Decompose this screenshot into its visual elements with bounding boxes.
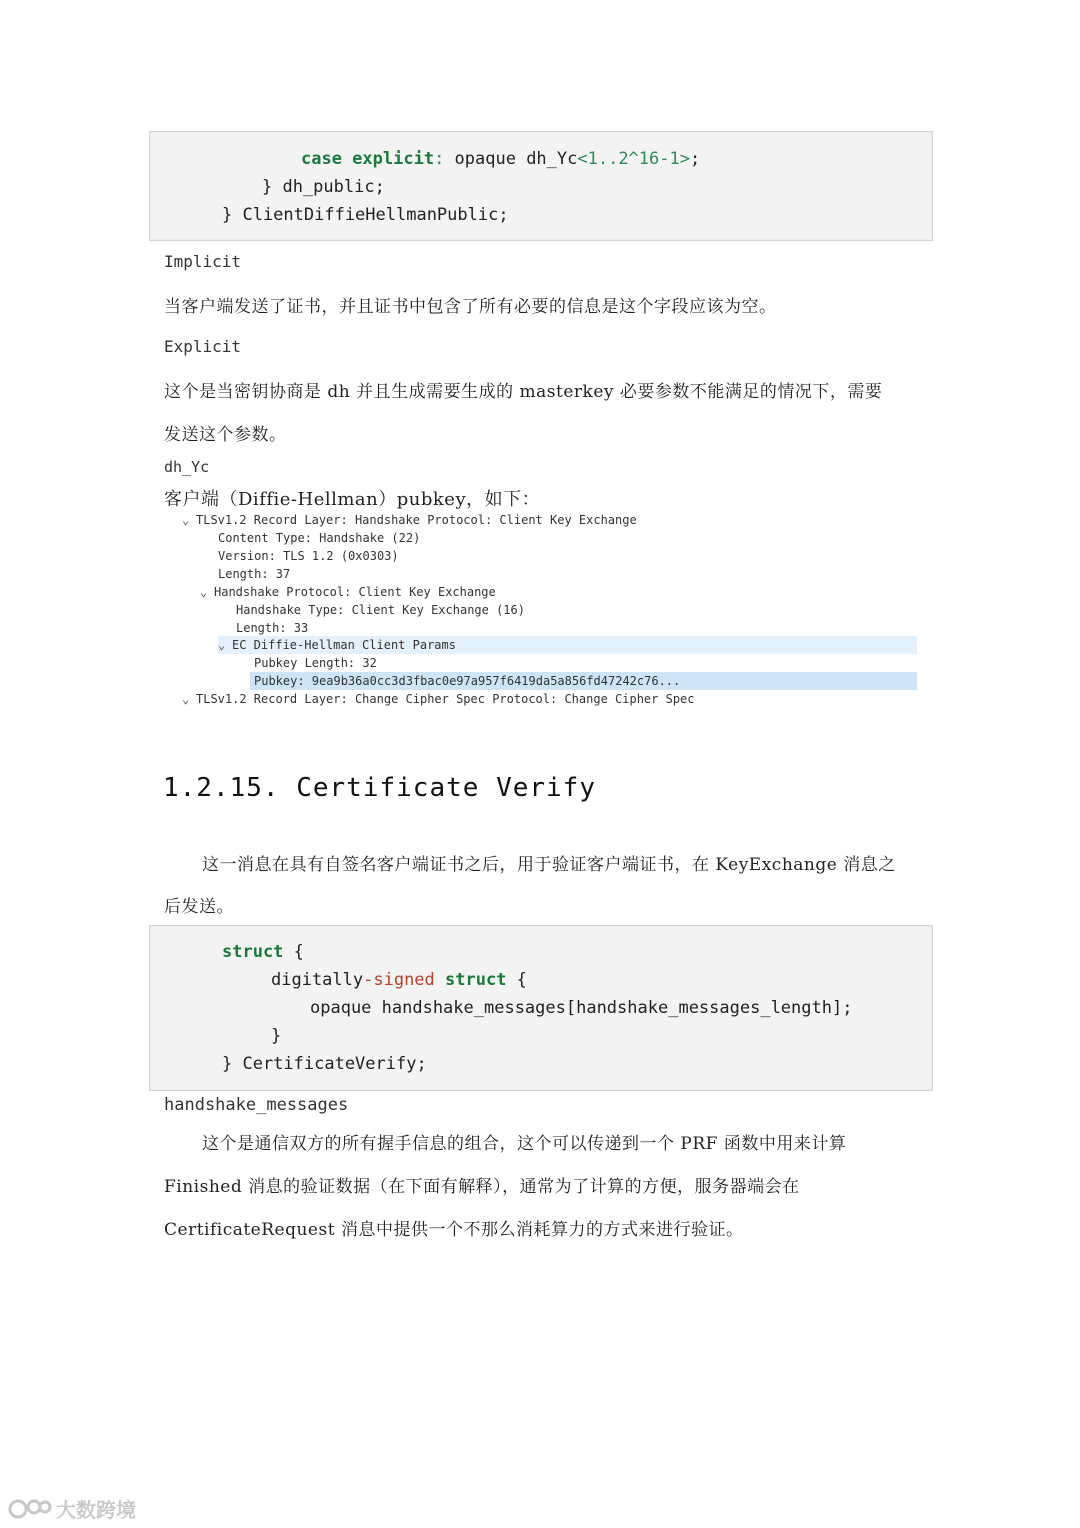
code-line: opaque handshake_messages[handshake_messages_length]; (310, 998, 853, 1018)
tree-row-length[interactable]: Length: 37 (218, 567, 291, 581)
hm-description-line2: Finished 消息的验证数据（在下面有解释），通常为了计算的方便，服务器端会在 (164, 1177, 800, 1197)
chevron-down-icon[interactable]: ⌄ (182, 513, 190, 527)
explicit-description-line1: 这个是当密钥协商是 dh 并且生成需要生成的 masterkey 必要参数不能满足的情况下，需要 (164, 382, 883, 402)
code-line: } CertificateVerify; (222, 1054, 427, 1074)
watermark (8, 1494, 136, 1523)
tree-row-pubkey-length[interactable]: Pubkey Length: 32 (254, 656, 377, 670)
tree-row-handshake-type[interactable]: Handshake Type: Client Key Exchange (16) (236, 603, 525, 617)
code-text: opaque dh_Yc (444, 149, 578, 169)
tree-row-label: EC Diffie-Hellman Client Params (232, 638, 456, 652)
cv-description-line1: 这一消息在具有自签名客户端证书之后，用于验证客户端证书，在 KeyExchange 消息之 (202, 855, 896, 875)
tree-row-label: TLSv1.2 Record Layer: Change Cipher Spec Protocol: Change Cipher Spec (196, 692, 695, 706)
code-line (271, 966, 527, 994)
code-line: } (271, 1026, 282, 1046)
implicit-label: Implicit (164, 252, 242, 271)
code-text: { (283, 942, 304, 962)
hm-description-line1: 这个是通信双方的所有握手信息的组合，这个可以传递到一个 PRF 函数中用来计算 (202, 1134, 847, 1154)
tree-row-label: TLSv1.2 Record Layer: Handshake Protocol: Client Key Exchange (196, 513, 637, 527)
tree-row-handshake-protocol[interactable] (200, 583, 496, 601)
chevron-down-icon[interactable]: ⌄ (182, 692, 190, 706)
tree-row-ec-dh-params[interactable] (218, 636, 917, 654)
code-keyword: case explicit (301, 149, 435, 169)
code-text-signed: -signed (363, 970, 435, 990)
tree-row-record-layer[interactable] (182, 511, 637, 529)
tree-row-length[interactable]: Length: 33 (236, 621, 309, 635)
chevron-down-icon[interactable]: ⌄ (200, 585, 208, 599)
dh-yc-description: 客户端（Diffie-Hellman）pubkey，如下： (164, 489, 541, 510)
code-keyword: struct (222, 942, 284, 962)
code-block-dh-public (149, 131, 933, 241)
code-text: { (506, 970, 527, 990)
handshake-messages-label: handshake_messages (164, 1095, 349, 1115)
code-text: digitally (271, 970, 364, 990)
tree-row-change-cipher-spec[interactable] (182, 690, 695, 708)
tree-row-version[interactable]: Version: TLS 1.2 (0x0303) (218, 549, 399, 563)
code-range: <1..2^16-1> (577, 149, 690, 169)
tree-row-label: Handshake Protocol: Client Key Exchange (214, 585, 496, 599)
explicit-description-line2: 发送这个参数。 (164, 425, 287, 445)
code-block-certificate-verify (149, 925, 933, 1091)
tree-row-content-type[interactable]: Content Type: Handshake (22) (218, 531, 421, 545)
code-line (301, 145, 700, 173)
code-colon: : (434, 149, 445, 169)
hm-description-line3: CertificateRequest 消息中提供一个不那么消耗算力的方式来进行验证。 (164, 1220, 744, 1240)
code-keyword: struct (434, 970, 507, 990)
implicit-description: 当客户端发送了证书，并且证书中包含了所有必要的信息是这个字段应该为空。 (164, 297, 777, 317)
tree-row-pubkey[interactable]: Pubkey: 9ea9b36a0cc3d3fbac0e97a957f6419da5a856fd47242c76... (250, 672, 917, 690)
watermark-text: 大数跨境 (56, 1498, 136, 1522)
section-heading: 1.2.15. Certificate Verify (163, 773, 596, 803)
watermark-logo-icon (8, 1497, 52, 1521)
code-text: ; (689, 149, 701, 169)
code-line: } ClientDiffieHellmanPublic; (222, 205, 509, 225)
code-line (222, 938, 304, 966)
explicit-label: Explicit (164, 337, 242, 356)
code-line: } dh_public; (262, 177, 385, 197)
cv-description-line2: 后发送。 (164, 897, 234, 917)
dh-yc-label: dh_Yc (164, 458, 210, 476)
chevron-down-icon[interactable]: ⌄ (218, 638, 226, 652)
